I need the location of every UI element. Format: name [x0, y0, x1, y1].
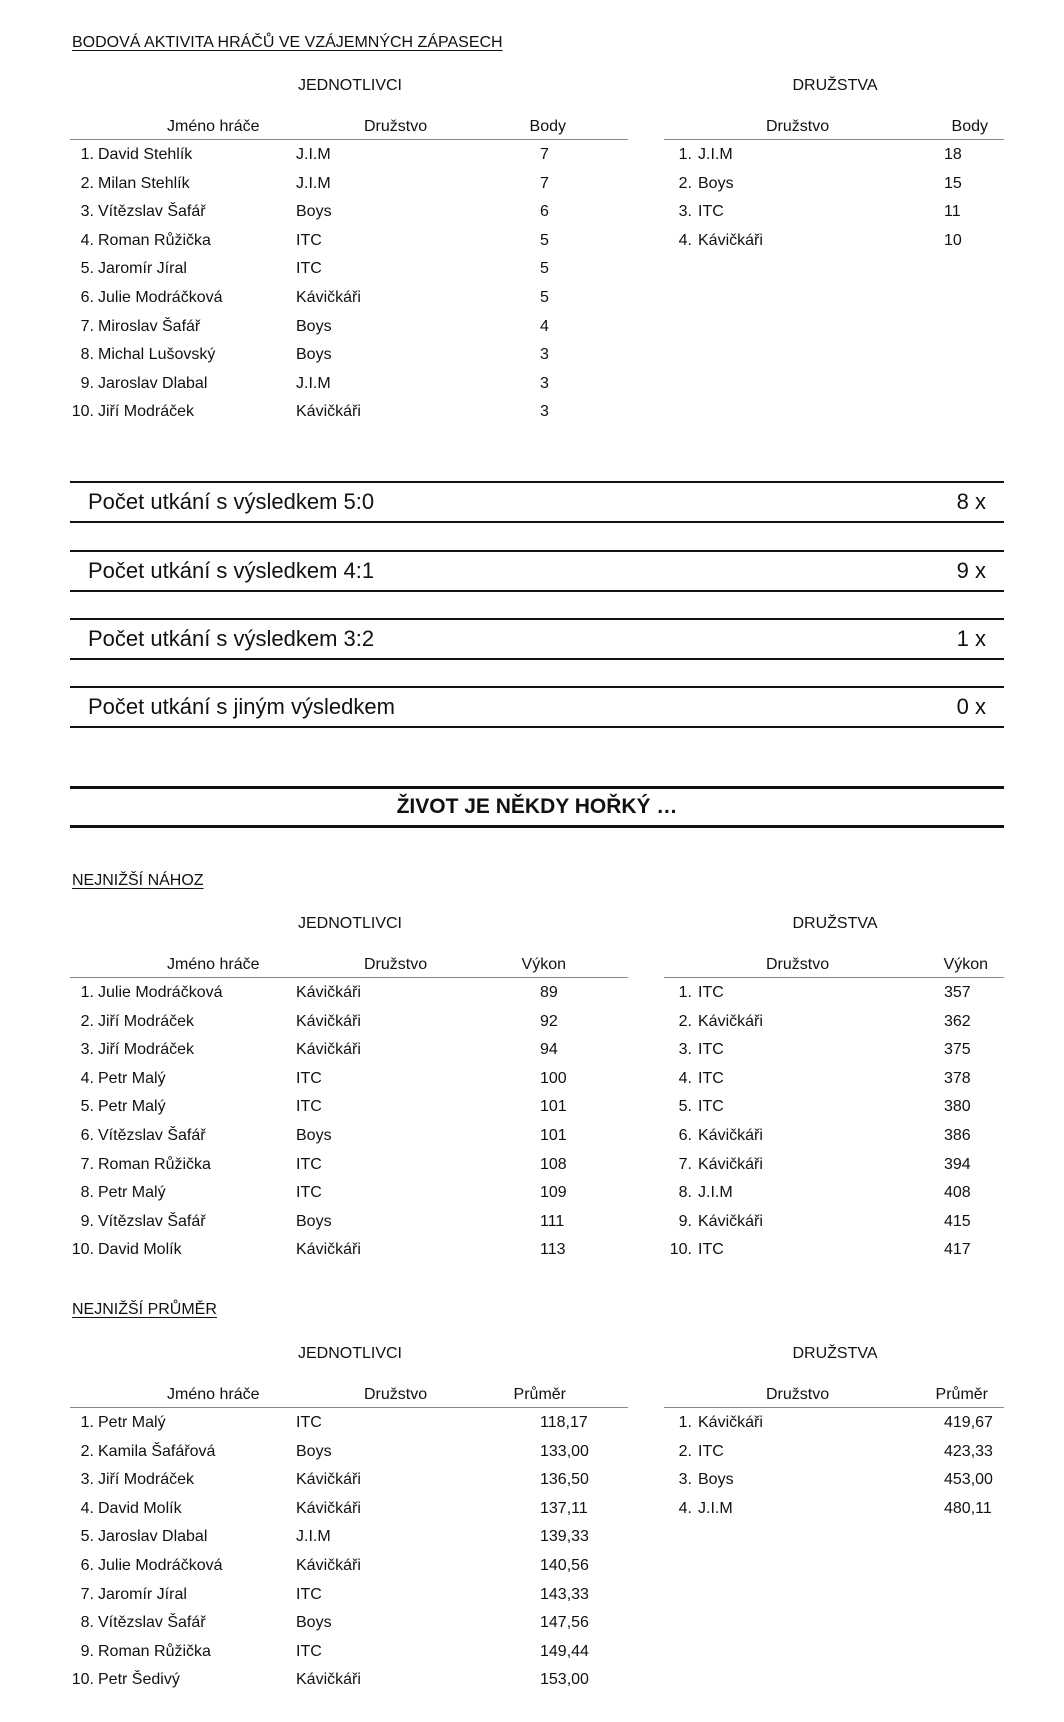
player-name: David Molík	[98, 1499, 182, 1517]
row-rank: 10.	[669, 1241, 692, 1259]
section-title-lowest-throw: NEJNIŽŠÍ NÁHOZ	[72, 872, 204, 889]
team-name: Boys	[296, 346, 332, 364]
row-value: 480,11	[944, 1499, 992, 1517]
table-row	[70, 283, 628, 312]
row-rank: 1.	[678, 984, 692, 1001]
team-name: Kávičkáři	[296, 403, 361, 421]
row-value: 5	[540, 288, 549, 306]
table-row	[70, 169, 628, 198]
result-row	[70, 686, 1004, 728]
header-name: Jméno hráče	[167, 118, 260, 135]
team-name: ITC	[296, 1155, 322, 1173]
table-row	[664, 1178, 1004, 1207]
result-row	[70, 550, 1004, 592]
table-row	[70, 1637, 628, 1666]
result-value: 8 x	[956, 489, 986, 514]
result-row	[70, 481, 1004, 523]
team-name: J.I.M	[698, 1184, 733, 1202]
row-value: 15	[944, 174, 962, 192]
row-value: 147,56	[540, 1614, 589, 1632]
result-value: 1 x	[956, 626, 986, 651]
row-value: 453,00	[944, 1471, 993, 1489]
teams-table	[664, 953, 1004, 1264]
row-value: 153,00	[540, 1671, 589, 1689]
player-name: Vítězslav Šafář	[98, 1614, 206, 1632]
row-rank: 1.	[80, 984, 94, 1001]
player-name: Petr Malý	[98, 1184, 166, 1202]
player-name: Miroslav Šafář	[98, 317, 201, 335]
row-rank: 1.	[678, 146, 692, 163]
table-row	[70, 978, 628, 1007]
row-value: 357	[944, 984, 971, 1001]
row-value: 94	[540, 1041, 558, 1059]
row-rank: 2.	[80, 1012, 94, 1030]
team-name: ITC	[296, 1098, 322, 1116]
table-row	[664, 140, 1004, 169]
banner-heading: ŽIVOT JE NĚKDY HOŘKÝ …	[70, 786, 1004, 828]
row-value: 111	[540, 1212, 565, 1230]
row-rank: 3.	[80, 203, 94, 221]
table-row	[70, 369, 628, 398]
table-row	[664, 1465, 1004, 1494]
row-value: 386	[944, 1126, 971, 1144]
row-rank: 2.	[80, 1442, 94, 1460]
row-value: 133,00	[540, 1442, 589, 1460]
player-name: Jiří Modráček	[98, 403, 195, 421]
row-rank: 3.	[80, 1041, 94, 1059]
row-value: 423,33	[944, 1442, 993, 1460]
table-row	[70, 1178, 628, 1207]
row-value: 6	[540, 203, 549, 221]
row-rank: 6.	[678, 1126, 692, 1144]
row-value: 11	[944, 203, 961, 221]
table-row	[664, 1235, 1004, 1264]
table-row	[664, 1207, 1004, 1236]
team-name: ITC	[296, 1585, 322, 1603]
table-row	[70, 1580, 628, 1609]
row-value: 140,56	[540, 1556, 589, 1574]
team-name: Kávičkáři	[698, 1414, 763, 1431]
table-row	[70, 1092, 628, 1121]
table-header	[664, 953, 1004, 978]
row-value: 380	[944, 1098, 971, 1116]
row-rank: 4.	[80, 1069, 94, 1087]
row-value: 408	[944, 1184, 971, 1202]
team-name: J.I.M	[296, 1528, 331, 1546]
header-team: Družstvo	[766, 956, 830, 973]
row-value: 136,50	[540, 1471, 589, 1489]
row-value: 118,17	[540, 1414, 588, 1431]
individuals-label: JEDNOTLIVCI	[297, 1345, 402, 1362]
row-rank: 6.	[80, 288, 94, 306]
table-row	[70, 312, 628, 341]
teams-label: DRUŽSTVA	[792, 915, 878, 932]
team-name: Boys	[698, 1471, 734, 1489]
row-rank: 9.	[80, 1212, 94, 1230]
table-row	[664, 1408, 1004, 1437]
table-row	[664, 978, 1004, 1007]
row-rank: 4.	[678, 1069, 692, 1087]
table-header	[70, 115, 628, 140]
player-name: Jiří Modráček	[98, 1041, 195, 1059]
row-value: 362	[944, 1012, 971, 1030]
player-name: Julie Modráčková	[98, 984, 223, 1001]
player-name: Kamila Šafářová	[98, 1442, 216, 1460]
row-rank: 10.	[71, 1241, 94, 1259]
row-rank: 9.	[678, 1212, 692, 1230]
row-value: 149,44	[540, 1642, 589, 1660]
result-value: 0 x	[956, 694, 986, 719]
table-row	[664, 226, 1004, 255]
table-row	[664, 1064, 1004, 1093]
table-header	[664, 1383, 1004, 1408]
row-rank: 5.	[80, 260, 94, 278]
row-rank: 5.	[678, 1098, 692, 1116]
row-value: 89	[540, 984, 558, 1001]
row-value: 18	[944, 146, 962, 163]
header-team: Družstvo	[364, 118, 428, 135]
table-row	[70, 1121, 628, 1150]
player-name: Petr Malý	[98, 1098, 166, 1116]
row-value: 7	[540, 174, 549, 192]
team-name: Kávičkáři	[296, 984, 361, 1001]
table-row	[70, 197, 628, 226]
row-rank: 3.	[678, 203, 692, 221]
team-name: J.I.M	[698, 146, 733, 163]
table-row	[70, 1465, 628, 1494]
row-rank: 8.	[80, 346, 94, 364]
table-row	[70, 226, 628, 255]
player-name: Petr Malý	[98, 1414, 166, 1431]
table-row	[70, 1150, 628, 1179]
table-header	[664, 115, 1004, 140]
teams-label: DRUŽSTVA	[792, 1345, 878, 1362]
row-rank: 4.	[678, 231, 692, 249]
table-row	[70, 1608, 628, 1637]
team-name: Kávičkáři	[296, 1671, 361, 1689]
table-row	[70, 140, 628, 169]
row-value: 137,11	[540, 1499, 588, 1517]
player-name: Vítězslav Šafář	[98, 1212, 206, 1230]
table-row	[70, 1235, 628, 1264]
table-row	[664, 1437, 1004, 1466]
player-name: David Stehlík	[98, 146, 193, 163]
table-row	[70, 1551, 628, 1580]
player-name: Jaroslav Dlabal	[98, 374, 208, 392]
row-rank: 1.	[678, 1414, 692, 1431]
player-name: Petr Malý	[98, 1069, 166, 1087]
table-body	[664, 1408, 1004, 1522]
player-name: Michal Lušovský	[98, 346, 216, 364]
team-name: ITC	[698, 984, 724, 1001]
player-name: Vítězslav Šafář	[98, 203, 206, 221]
individuals-table	[70, 953, 628, 1264]
player-name: Petr Šedivý	[98, 1671, 180, 1689]
table-row	[664, 1035, 1004, 1064]
player-name: Vítězslav Šafář	[98, 1126, 206, 1144]
header-name: Jméno hráče	[167, 1386, 260, 1403]
row-rank: 8.	[80, 1184, 94, 1202]
result-label: Počet utkání s výsledkem 5:0	[88, 489, 375, 514]
teams-table	[664, 1383, 1004, 1522]
team-name: Kávičkáři	[296, 1241, 361, 1259]
row-rank: 7.	[80, 1155, 94, 1173]
row-rank: 4.	[80, 231, 94, 249]
row-rank: 7.	[80, 317, 94, 335]
row-rank: 8.	[678, 1184, 692, 1202]
team-name: Kávičkáři	[296, 1556, 361, 1574]
table-row	[664, 197, 1004, 226]
header-value: Výkon	[943, 956, 988, 973]
row-rank: 9.	[80, 374, 94, 392]
row-value: 7	[540, 146, 549, 163]
team-name: Kávičkáři	[296, 288, 361, 306]
table-row	[70, 397, 628, 426]
row-value: 139,33	[540, 1528, 589, 1546]
row-value: 113	[540, 1241, 566, 1259]
team-name: ITC	[296, 1414, 322, 1431]
row-rank: 6.	[80, 1126, 94, 1144]
individuals-table	[70, 115, 628, 426]
row-value: 3	[540, 374, 549, 392]
row-rank: 2.	[678, 1012, 692, 1030]
team-name: ITC	[296, 231, 322, 249]
row-rank: 3.	[678, 1041, 692, 1059]
row-value: 143,33	[540, 1585, 589, 1603]
row-value: 101	[540, 1098, 567, 1116]
row-rank: 6.	[80, 1556, 94, 1574]
team-name: ITC	[296, 1069, 322, 1087]
table-row	[664, 169, 1004, 198]
team-name: J.I.M	[698, 1499, 733, 1517]
team-name: Kávičkáři	[698, 1012, 763, 1030]
player-name: Jaromír Jíral	[98, 1585, 187, 1603]
header-value: Výkon	[521, 956, 566, 973]
player-name: David Molík	[98, 1241, 182, 1259]
table-row	[664, 1494, 1004, 1523]
player-name: Jaroslav Dlabal	[98, 1528, 208, 1546]
team-name: ITC	[698, 1241, 724, 1259]
player-name: Jiří Modráček	[98, 1471, 195, 1489]
table-header	[70, 953, 628, 978]
team-name: Kávičkáři	[296, 1012, 361, 1030]
result-label: Počet utkání s výsledkem 3:2	[88, 626, 375, 651]
player-name: Milan Stehlík	[98, 174, 190, 192]
team-name: Kávičkáři	[296, 1041, 361, 1059]
row-rank: 2.	[80, 174, 94, 192]
header-team: Družstvo	[364, 956, 428, 973]
row-rank: 2.	[678, 174, 692, 192]
header-value: Body	[951, 118, 988, 135]
row-value: 100	[540, 1069, 567, 1087]
result-label: Počet utkání s jiným výsledkem	[88, 694, 395, 719]
table-row	[70, 1207, 628, 1236]
team-name: ITC	[698, 1041, 724, 1059]
row-value: 10	[944, 231, 962, 249]
header-team: Družstvo	[364, 1386, 428, 1403]
row-value: 108	[540, 1155, 567, 1173]
row-value: 3	[540, 403, 549, 421]
team-name: Kávičkáři	[698, 1212, 763, 1230]
table-body	[70, 978, 628, 1264]
row-rank: 8.	[80, 1614, 94, 1632]
row-rank: 2.	[678, 1442, 692, 1460]
teams-table	[664, 115, 1004, 254]
section-title-lowest-average: NEJNIŽŠÍ PRŮMĚR	[72, 1301, 217, 1318]
team-name: ITC	[698, 1098, 724, 1116]
player-name: Roman Růžička	[98, 1155, 211, 1173]
row-value: 394	[944, 1155, 971, 1173]
row-rank: 9.	[80, 1642, 94, 1660]
teams-label: DRUŽSTVA	[792, 77, 878, 94]
team-name: ITC	[698, 203, 724, 221]
team-name: Boys	[296, 1442, 332, 1460]
table-row	[70, 340, 628, 369]
team-name: ITC	[698, 1069, 724, 1087]
team-name: Boys	[296, 1212, 332, 1230]
table-row	[70, 1494, 628, 1523]
team-name: Boys	[698, 174, 734, 192]
table-body	[70, 140, 628, 426]
row-rank: 1.	[80, 1414, 94, 1431]
row-value: 415	[944, 1212, 971, 1230]
table-row	[70, 1035, 628, 1064]
table-row	[664, 1121, 1004, 1150]
team-name: Kávičkáři	[698, 231, 763, 249]
team-name: Boys	[296, 1614, 332, 1632]
table-header	[70, 1383, 628, 1408]
row-rank: 5.	[80, 1098, 94, 1116]
row-rank: 5.	[80, 1528, 94, 1546]
table-row	[664, 1007, 1004, 1036]
header-value: Průměr	[935, 1386, 988, 1403]
row-value: 375	[944, 1041, 971, 1059]
individuals-label: JEDNOTLIVCI	[297, 77, 402, 94]
team-name: Boys	[296, 1126, 332, 1144]
table-row	[664, 1092, 1004, 1121]
table-row	[70, 1408, 628, 1437]
table-row	[70, 254, 628, 283]
team-name: ITC	[296, 1642, 322, 1660]
player-name: Jiří Modráček	[98, 1012, 195, 1030]
row-rank: 3.	[80, 1471, 94, 1489]
player-name: Julie Modráčková	[98, 288, 223, 306]
player-name: Jaromír Jíral	[98, 260, 187, 278]
individuals-label: JEDNOTLIVCI	[297, 915, 402, 932]
team-name: J.I.M	[296, 374, 331, 392]
team-name: Boys	[296, 203, 332, 221]
result-label: Počet utkání s výsledkem 4:1	[88, 558, 375, 583]
table-row	[70, 1437, 628, 1466]
team-name: J.I.M	[296, 146, 331, 163]
row-value: 92	[540, 1012, 558, 1030]
row-value: 5	[540, 231, 549, 249]
table-row	[70, 1007, 628, 1036]
team-name: Kávičkáři	[296, 1471, 361, 1489]
row-value: 417	[944, 1241, 971, 1259]
table-body	[70, 1408, 628, 1694]
team-name: ITC	[296, 1184, 322, 1202]
row-rank: 3.	[678, 1471, 692, 1489]
header-value: Body	[529, 118, 566, 135]
team-name: Boys	[296, 317, 332, 335]
row-rank: 7.	[678, 1155, 692, 1173]
result-value: 9 x	[956, 558, 986, 583]
row-value: 5	[540, 260, 549, 278]
row-value: 109	[540, 1184, 567, 1202]
header-team: Družstvo	[766, 1386, 830, 1403]
player-name: Julie Modráčková	[98, 1556, 223, 1574]
table-row	[70, 1665, 628, 1694]
row-rank: 7.	[80, 1585, 94, 1603]
result-row	[70, 618, 1004, 660]
header-name: Jméno hráče	[167, 956, 260, 973]
table-row	[70, 1522, 628, 1551]
team-name: Kávičkáři	[296, 1499, 361, 1517]
team-name: ITC	[698, 1442, 724, 1460]
team-name: Kávičkáři	[698, 1155, 763, 1173]
section-title-points: BODOVÁ AKTIVITA HRÁČŮ VE VZÁJEMNÝCH ZÁPASECH	[72, 34, 503, 51]
player-name: Roman Růžička	[98, 231, 211, 249]
player-name: Roman Růžička	[98, 1642, 211, 1660]
row-rank: 1.	[80, 146, 94, 163]
row-rank: 10.	[71, 1671, 94, 1689]
row-rank: 4.	[80, 1499, 94, 1517]
individuals-table	[70, 1383, 628, 1694]
header-value: Průměr	[513, 1386, 566, 1403]
row-value: 3	[540, 346, 549, 364]
team-name: J.I.M	[296, 174, 331, 192]
row-value: 101	[540, 1126, 567, 1144]
row-value: 378	[944, 1069, 971, 1087]
table-body	[664, 978, 1004, 1264]
row-rank: 4.	[678, 1499, 692, 1517]
team-name: Kávičkáři	[698, 1126, 763, 1144]
header-team: Družstvo	[766, 118, 830, 135]
table-body	[664, 140, 1004, 254]
table-row	[70, 1064, 628, 1093]
team-name: ITC	[296, 260, 322, 278]
row-value: 4	[540, 317, 549, 335]
row-rank: 10.	[71, 403, 94, 421]
row-value: 419,67	[944, 1414, 993, 1431]
table-row	[664, 1150, 1004, 1179]
